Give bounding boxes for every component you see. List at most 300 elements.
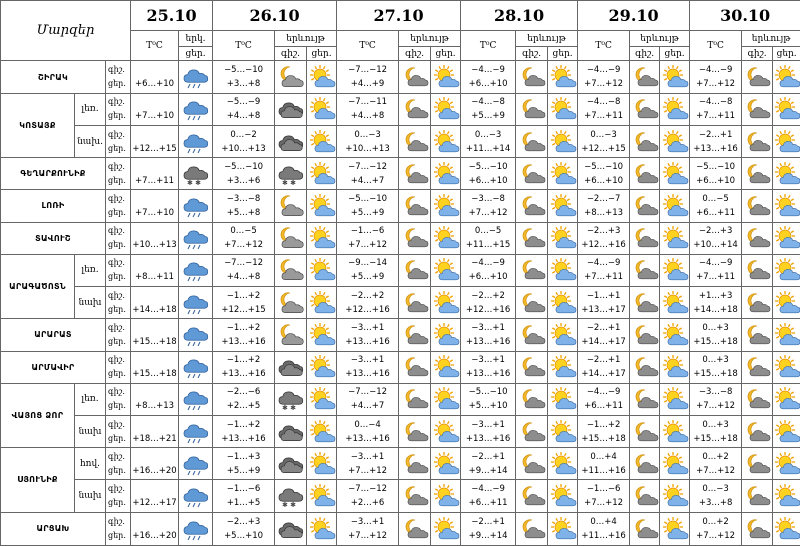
temperature-cell bbox=[578, 512, 630, 545]
night-temp: −7…−12 bbox=[348, 484, 388, 495]
moon-cloud-icon bbox=[516, 287, 548, 319]
sun-cloud-icon bbox=[431, 512, 461, 545]
temperature-cell bbox=[578, 61, 630, 93]
temperature-cell bbox=[690, 190, 742, 222]
night-temp: −3…+1 bbox=[471, 355, 505, 366]
night-temp: −4…−9 bbox=[698, 65, 733, 76]
day-temp: +13…+16 bbox=[221, 336, 266, 347]
sun-cloud-icon bbox=[660, 383, 690, 415]
day-temp: +5…+9 bbox=[350, 207, 385, 218]
moon-cloud-icon bbox=[516, 416, 548, 448]
moon-cloud-icon bbox=[630, 158, 660, 190]
rain-cloud-icon bbox=[179, 125, 213, 157]
night-temp: 0…−4 bbox=[354, 419, 381, 430]
region-name: ԿՈՏԱՅՔ bbox=[1, 93, 75, 157]
moon-cloud-icon bbox=[516, 383, 548, 415]
night-temp: −1…+2 bbox=[586, 419, 621, 430]
table-row bbox=[1, 222, 800, 254]
moon-cloud-icon bbox=[630, 512, 660, 545]
night-temp: 0…−3 bbox=[702, 484, 729, 495]
temperature-cell bbox=[131, 319, 179, 351]
moon-cloud-icon bbox=[742, 125, 773, 157]
phenomenon-col-header: երկ. bbox=[179, 31, 213, 47]
night-temp: −3…−8 bbox=[471, 193, 505, 204]
day-temp: +1…+5 bbox=[226, 498, 261, 509]
rain-cloud-icon bbox=[179, 254, 213, 286]
day-temp: +7…+10 bbox=[135, 111, 175, 122]
temperature-cell bbox=[131, 158, 179, 190]
day-label: ցեր. bbox=[108, 498, 126, 508]
temperature-cell bbox=[461, 254, 516, 286]
day-temp: +14…+17 bbox=[581, 369, 626, 380]
moon-cloud-icon bbox=[742, 254, 773, 286]
dark-cloud-icon bbox=[275, 125, 307, 157]
day-temp: +13…+16 bbox=[345, 433, 390, 444]
temperature-cell bbox=[461, 416, 516, 448]
rain-cloud-icon bbox=[179, 448, 213, 480]
temperature-cell bbox=[578, 480, 630, 512]
moon-cloud-icon bbox=[516, 480, 548, 512]
night-temp: −2…+3 bbox=[586, 226, 621, 237]
day-temp: +12…+15 bbox=[221, 304, 266, 315]
moon-cloud-icon bbox=[399, 93, 431, 125]
day-temp: +6…+10 bbox=[584, 175, 624, 186]
moon-cloud-icon bbox=[742, 287, 773, 319]
night-col-header: գիշ. bbox=[742, 47, 773, 61]
moon-cloud-icon bbox=[399, 158, 431, 190]
night-temp: −5…−10 bbox=[224, 161, 264, 172]
night-label: գիշ. bbox=[108, 193, 125, 203]
night-temp: −3…+1 bbox=[350, 451, 385, 462]
sun-cloud-icon bbox=[773, 93, 800, 125]
day-temp: +7…+12 bbox=[224, 240, 264, 251]
sun-cloud-icon bbox=[773, 254, 800, 286]
sun-cloud-icon bbox=[773, 480, 800, 512]
day-temp: +6…+11 bbox=[696, 207, 736, 218]
moon-cloud-icon bbox=[742, 512, 773, 545]
sun-cloud-icon bbox=[660, 319, 690, 351]
day-temp: +8…+13 bbox=[584, 207, 624, 218]
rain-cloud-icon bbox=[179, 416, 213, 448]
zone-label: լեռ. bbox=[75, 383, 106, 415]
night-temp: −1…+1 bbox=[586, 290, 621, 301]
moon-cloud-icon bbox=[516, 222, 548, 254]
moon-cloud-icon bbox=[742, 319, 773, 351]
date-header-1: 25.10 bbox=[131, 1, 213, 31]
day-temp: +6…+11 bbox=[468, 498, 508, 509]
phenomenon-col-header: երևույթ bbox=[275, 31, 337, 47]
region-name: ԱՐԱՐԱՏ bbox=[1, 319, 106, 351]
day-temp: +7…+12 bbox=[696, 465, 736, 476]
dark-cloud-icon bbox=[275, 351, 307, 383]
night-temp: −2…+3 bbox=[698, 226, 733, 237]
temperature-cell bbox=[690, 383, 742, 415]
temperature-cell bbox=[690, 351, 742, 383]
day-label: ցեր. bbox=[108, 465, 126, 475]
phenomenon-col-header: երևույթ bbox=[742, 31, 800, 47]
temperature-cell bbox=[461, 158, 516, 190]
sun-cloud-icon bbox=[548, 61, 578, 93]
night-temp: −3…+1 bbox=[471, 419, 505, 430]
night-temp: −1…−6 bbox=[350, 226, 385, 237]
temperature-cell bbox=[337, 383, 399, 415]
day-label: ցեր. bbox=[108, 304, 126, 314]
temperature-cell bbox=[337, 480, 399, 512]
moon-cloud-icon bbox=[399, 190, 431, 222]
moon-cloud-icon bbox=[399, 448, 431, 480]
moon-cloud-icon bbox=[630, 383, 660, 415]
sun-cloud-icon bbox=[548, 190, 578, 222]
sun-cloud-icon bbox=[660, 158, 690, 190]
day-temp: +15…+18 bbox=[132, 336, 177, 347]
temperature-cell bbox=[131, 480, 179, 512]
dark-cloud-icon bbox=[275, 416, 307, 448]
moon-cloud-icon bbox=[516, 319, 548, 351]
table-row bbox=[1, 93, 800, 125]
day-temp: +7…+12 bbox=[696, 79, 736, 90]
moon-cloud-icon bbox=[630, 254, 660, 286]
night-temp: −1…+2 bbox=[226, 322, 261, 333]
sun-cloud-icon bbox=[773, 383, 800, 415]
rain-cloud-icon bbox=[179, 61, 213, 93]
temperature-cell bbox=[461, 319, 516, 351]
temperature-cell bbox=[690, 319, 742, 351]
day-temp: +14…+18 bbox=[693, 304, 738, 315]
moon-cloud-icon bbox=[630, 190, 660, 222]
moon-cloud-icon bbox=[742, 222, 773, 254]
temperature-cell bbox=[690, 512, 742, 545]
temperature-cell bbox=[337, 125, 399, 157]
day-temp: +6…+10 bbox=[468, 175, 508, 186]
temperature-cell bbox=[337, 254, 399, 286]
moon-cloud-icon bbox=[630, 448, 660, 480]
day-label: ցեր. bbox=[108, 369, 126, 379]
table-row bbox=[1, 448, 800, 480]
moon-cloud-icon bbox=[742, 480, 773, 512]
sun-cloud-icon bbox=[431, 254, 461, 286]
night-temp: −5…−9 bbox=[226, 97, 261, 108]
day-temp: +10…+13 bbox=[345, 143, 390, 154]
temperature-cell bbox=[690, 93, 742, 125]
night-temp: −7…−12 bbox=[224, 258, 264, 269]
temperature-cell bbox=[131, 93, 179, 125]
night-temp: −4…−9 bbox=[471, 258, 505, 269]
night-temp: 0…−5 bbox=[474, 226, 502, 237]
sun-cloud-icon bbox=[307, 254, 337, 286]
night-day-label bbox=[106, 448, 131, 480]
day-temp: +15…+18 bbox=[581, 433, 626, 444]
day-temp: +16…+20 bbox=[132, 465, 177, 476]
night-temp: 0…+3 bbox=[702, 322, 729, 333]
day-temp: +7…+11 bbox=[584, 272, 624, 283]
svg-text:✱ ✱: ✱ ✱ bbox=[281, 501, 296, 509]
day-temp: +7…+11 bbox=[696, 111, 736, 122]
sun-cloud-icon bbox=[548, 448, 578, 480]
day-col-header: ցեր. bbox=[431, 47, 461, 61]
temperature-cell bbox=[131, 287, 179, 319]
night-temp: −5…−10 bbox=[468, 387, 508, 398]
partly-cloudy-night-icon bbox=[275, 61, 307, 93]
moon-cloud-icon bbox=[742, 416, 773, 448]
night-temp: −4…−8 bbox=[586, 97, 621, 108]
night-day-label bbox=[106, 254, 131, 286]
day-temp: +14…+17 bbox=[581, 336, 626, 347]
day-temp: +14…+18 bbox=[132, 304, 177, 315]
day-temp: +5…+8 bbox=[226, 207, 261, 218]
phenomenon-col-header: երևույթ bbox=[630, 31, 690, 47]
sun-cloud-icon bbox=[548, 254, 578, 286]
moon-cloud-icon bbox=[630, 480, 660, 512]
night-temp: 0…−3 bbox=[354, 129, 381, 140]
sun-cloud-icon bbox=[548, 93, 578, 125]
day-temp: +7…+12 bbox=[584, 498, 624, 509]
sun-cloud-icon bbox=[548, 158, 578, 190]
day-temp: +18…+21 bbox=[132, 433, 177, 444]
sun-cloud-icon bbox=[773, 351, 800, 383]
zone-label: նախ bbox=[75, 416, 106, 448]
table-row bbox=[1, 158, 800, 190]
temperature-cell bbox=[578, 383, 630, 415]
moon-cloud-icon bbox=[630, 61, 660, 93]
moon-cloud-icon bbox=[399, 254, 431, 286]
day-temp: +11…+15 bbox=[465, 240, 511, 251]
night-label: գիշ. bbox=[108, 290, 125, 300]
night-temp: −3…+1 bbox=[350, 355, 385, 366]
svg-text:✱ ✱: ✱ ✱ bbox=[281, 404, 296, 412]
moon-cloud-icon bbox=[399, 351, 431, 383]
moon-cloud-icon bbox=[630, 222, 660, 254]
partly-cloudy-night-icon bbox=[275, 190, 307, 222]
sun-cloud-icon bbox=[773, 416, 800, 448]
moon-cloud-icon bbox=[399, 416, 431, 448]
temperature-cell bbox=[578, 254, 630, 286]
sun-cloud-icon bbox=[773, 287, 800, 319]
temperature-cell bbox=[690, 448, 742, 480]
region-name: ՏԱՎՈՒՇ bbox=[1, 222, 106, 254]
day-label: ցեր. bbox=[108, 240, 126, 250]
night-temp: −2…−6 bbox=[226, 387, 261, 398]
day-temp: +12…+15 bbox=[581, 143, 626, 154]
sun-cloud-icon bbox=[548, 125, 578, 157]
temperature-cell bbox=[578, 319, 630, 351]
day-label: ցեր. bbox=[108, 401, 126, 411]
temp-col-header: T⁰C bbox=[461, 31, 516, 61]
sun-cloud-icon bbox=[431, 351, 461, 383]
temperature-cell bbox=[461, 383, 516, 415]
day-temp: +11…+16 bbox=[581, 530, 626, 541]
day-temp: +7…+12 bbox=[696, 530, 736, 541]
svg-text:✱ ✱: ✱ ✱ bbox=[186, 178, 201, 186]
day-temp: +3…+6 bbox=[226, 175, 261, 186]
night-temp: −7…−12 bbox=[348, 387, 388, 398]
day-temp: +10…+13 bbox=[132, 240, 177, 251]
day-temp: +10…+14 bbox=[693, 240, 738, 251]
date-header-3: 27.10 bbox=[337, 1, 461, 31]
night-temp: −2…+3 bbox=[226, 516, 261, 527]
rain-cloud-icon bbox=[179, 93, 213, 125]
region-name: ԳԵՂԱՐՔՈՒՆԻՔ bbox=[1, 158, 106, 190]
sun-cloud-icon bbox=[307, 351, 337, 383]
day-temp: +5…+9 bbox=[350, 272, 385, 283]
sun-cloud-icon bbox=[431, 61, 461, 93]
sun-cloud-icon bbox=[548, 287, 578, 319]
temperature-cell bbox=[337, 319, 399, 351]
temperature-cell bbox=[578, 93, 630, 125]
region-name: ԱՐԱԳԱԾՈՏՆ bbox=[1, 254, 75, 318]
temperature-cell bbox=[578, 416, 630, 448]
day-temp: +13…+16 bbox=[221, 433, 266, 444]
moon-cloud-icon bbox=[399, 61, 431, 93]
day-temp: +5…+9 bbox=[226, 465, 261, 476]
temp-col-header: T⁰C bbox=[337, 31, 399, 61]
sun-cloud-icon bbox=[307, 512, 337, 545]
night-temp: −3…−8 bbox=[226, 193, 261, 204]
day-temp: +13…+16 bbox=[465, 433, 511, 444]
night-temp: 0…−5 bbox=[702, 193, 729, 204]
night-label: գիշ. bbox=[108, 226, 125, 236]
day-temp: +2…+6 bbox=[350, 498, 385, 509]
snow-cloud-icon bbox=[179, 158, 213, 190]
sun-cloud-icon bbox=[548, 319, 578, 351]
night-temp: 0…+4 bbox=[590, 516, 617, 527]
night-temp: −5…−10 bbox=[468, 161, 508, 172]
sun-cloud-icon bbox=[773, 319, 800, 351]
temperature-cell bbox=[578, 125, 630, 157]
dark-cloud-icon bbox=[275, 448, 307, 480]
temperature-cell bbox=[337, 448, 399, 480]
night-temp: 0…+3 bbox=[702, 355, 729, 366]
day-label: ցեր. bbox=[108, 336, 126, 346]
temperature-cell bbox=[578, 222, 630, 254]
day-temp: +2…+5 bbox=[226, 401, 261, 412]
night-temp: −2…+2 bbox=[350, 290, 385, 301]
day-temp: +7…+10 bbox=[135, 207, 175, 218]
moon-cloud-icon bbox=[516, 158, 548, 190]
day-label: ցեր. bbox=[108, 433, 126, 443]
day-temp: +3…+8 bbox=[698, 498, 733, 509]
night-temp: −1…+2 bbox=[226, 419, 261, 430]
day-temp: +13…+16 bbox=[465, 336, 511, 347]
night-temp: −7…−12 bbox=[348, 161, 388, 172]
day-temp: +7…+11 bbox=[584, 111, 624, 122]
day-temp: +7…+12 bbox=[468, 207, 508, 218]
sun-cloud-icon bbox=[548, 351, 578, 383]
sun-cloud-icon bbox=[773, 448, 800, 480]
table-row bbox=[1, 416, 800, 448]
night-temp: −4…−9 bbox=[586, 387, 621, 398]
svg-text:✱ ✱: ✱ ✱ bbox=[281, 178, 296, 186]
day-temp: +12…+15 bbox=[132, 143, 177, 154]
night-label: գիշ. bbox=[108, 65, 125, 75]
day-temp: +11…+16 bbox=[581, 465, 626, 476]
temperature-cell bbox=[461, 125, 516, 157]
sun-cloud-icon bbox=[307, 190, 337, 222]
day-label: ցեր. bbox=[108, 207, 126, 217]
moon-cloud-icon bbox=[630, 125, 660, 157]
temperature-cell bbox=[131, 351, 179, 383]
sun-cloud-icon bbox=[431, 416, 461, 448]
moon-cloud-icon bbox=[742, 158, 773, 190]
moon-cloud-icon bbox=[399, 319, 431, 351]
moon-cloud-icon bbox=[399, 287, 431, 319]
day-temp: +15…+18 bbox=[132, 369, 177, 380]
rain-cloud-icon bbox=[179, 190, 213, 222]
phenomenon-col-header: երևույթ bbox=[399, 31, 461, 47]
temperature-cell bbox=[131, 222, 179, 254]
header-regions: Մարզեր bbox=[1, 1, 131, 61]
temperature-cell bbox=[131, 190, 179, 222]
night-day-label bbox=[106, 319, 131, 351]
night-label: գիշ. bbox=[108, 516, 125, 526]
temperature-cell bbox=[131, 416, 179, 448]
sun-cloud-icon bbox=[660, 480, 690, 512]
moon-cloud-icon bbox=[630, 319, 660, 351]
night-label: գիշ. bbox=[108, 387, 125, 397]
moon-cloud-icon bbox=[630, 287, 660, 319]
temperature-cell bbox=[213, 61, 275, 93]
day-temp: +11…+14 bbox=[465, 143, 511, 154]
date-header-4: 28.10 bbox=[461, 1, 578, 31]
moon-cloud-icon bbox=[399, 383, 431, 415]
night-temp: 0…−3 bbox=[474, 129, 502, 140]
day-temp: +16…+20 bbox=[132, 530, 177, 541]
day-label: ցեր. bbox=[108, 79, 126, 89]
night-temp: 0…+3 bbox=[702, 419, 729, 430]
day-temp: +4…+8 bbox=[350, 111, 385, 122]
day-temp: +7…+12 bbox=[348, 530, 388, 541]
temperature-cell bbox=[131, 125, 179, 157]
table-row bbox=[1, 319, 800, 351]
night-temp: −2…−7 bbox=[586, 193, 621, 204]
night-temp: −1…+3 bbox=[226, 451, 261, 462]
sun-cloud-icon bbox=[307, 61, 337, 93]
table-row bbox=[1, 287, 800, 319]
zone-label: նախ. bbox=[75, 125, 106, 157]
night-label: գիշ. bbox=[108, 419, 125, 429]
temperature-cell bbox=[213, 383, 275, 415]
sun-cloud-icon bbox=[431, 287, 461, 319]
temp-col-header: T⁰C bbox=[690, 31, 742, 61]
temperature-cell bbox=[461, 61, 516, 93]
sun-cloud-icon bbox=[431, 190, 461, 222]
temperature-cell bbox=[131, 383, 179, 415]
moon-cloud-icon bbox=[516, 125, 548, 157]
temperature-cell bbox=[213, 319, 275, 351]
night-label: գիշ. bbox=[108, 161, 125, 171]
sun-cloud-icon bbox=[431, 222, 461, 254]
night-day-label bbox=[106, 512, 131, 545]
day-temp: +7…+12 bbox=[348, 240, 388, 251]
day-col-header: ցեր. bbox=[307, 47, 337, 61]
sun-cloud-icon bbox=[773, 61, 800, 93]
night-temp: −9…−14 bbox=[348, 258, 388, 269]
region-name: ՎԱՅՈՑ ՁՈՐ bbox=[1, 383, 75, 447]
temperature-cell bbox=[213, 480, 275, 512]
day-temp: +8…+13 bbox=[135, 401, 175, 412]
night-day-label bbox=[106, 61, 131, 93]
night-label: գիշ. bbox=[108, 129, 125, 139]
moon-cloud-icon bbox=[516, 512, 548, 545]
moon-cloud-icon bbox=[399, 222, 431, 254]
sun-cloud-icon bbox=[431, 383, 461, 415]
sun-cloud-icon bbox=[773, 158, 800, 190]
sun-cloud-icon bbox=[660, 351, 690, 383]
night-day-label bbox=[106, 222, 131, 254]
temperature-cell bbox=[690, 125, 742, 157]
sun-cloud-icon bbox=[548, 480, 578, 512]
day-col-header: ցեր. bbox=[179, 47, 213, 61]
temperature-cell bbox=[690, 222, 742, 254]
